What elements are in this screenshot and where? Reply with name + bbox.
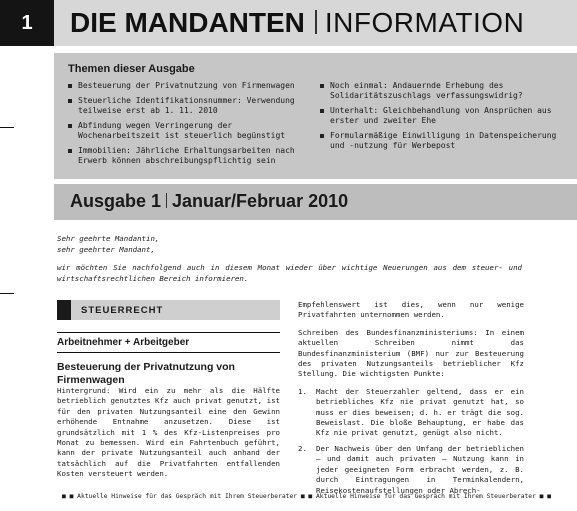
issue-number: 1 bbox=[21, 11, 33, 34]
section-header bbox=[57, 300, 280, 320]
right-column bbox=[298, 300, 524, 501]
issue-number-badge bbox=[0, 0, 54, 46]
page-footer: ■ ■ Aktuelle Hinweise für das Gespräch mit Ihrem Steuerberater ■ ■ Aktuelle Hinweise für das Gespräch mit Ihrem Steuerberater ■ ■ bbox=[62, 493, 552, 500]
section-label: STEUERRECHT bbox=[81, 305, 164, 316]
article-title: Besteuerung der Privatnutzung von Firmenwagen bbox=[57, 361, 235, 386]
salutation bbox=[57, 234, 159, 255]
list-text: Macht der Steuerzahler geltend, dass er ein betriebliches Kfz nie privat genutzt hat, so muss er dies beweisen; d. h. er trägt die sog. Beweislast. Die bloße Behauptung, er habe das Kfz nie privat genutzt, genügt also nicht. bbox=[316, 386, 524, 438]
article-paragraph: Empfehlenswert ist dies, wenn nur wenige Privatfahrten unternommen werden. bbox=[298, 300, 524, 320]
newsletter-title bbox=[70, 7, 524, 39]
list-item bbox=[298, 444, 524, 496]
margin-tick bbox=[0, 127, 14, 128]
themes-list-left bbox=[68, 81, 303, 171]
themes-list-right bbox=[320, 81, 570, 156]
edition-period: Januar/Februar 2010 bbox=[172, 191, 349, 211]
edition-label: Ausgabe 1 bbox=[70, 191, 162, 211]
list-number: 2. bbox=[298, 443, 307, 453]
theme-item[interactable]: Abfindung wegen Verringerung der Wochenarbeitszeit ist steuerlich begünstigt bbox=[68, 121, 303, 141]
theme-item[interactable]: Immobilien: Jährliche Erhaltungsarbeiten nach Erwerb können abschreibungspflichtig sein bbox=[68, 146, 303, 166]
title-separator bbox=[315, 10, 317, 34]
theme-item[interactable]: Steuerliche Identifikationsnummer: Verwendung teilweise erst ab 1. 11. 2010 bbox=[68, 96, 303, 116]
section-marker bbox=[57, 300, 71, 320]
theme-item[interactable]: Noch einmal: Andauernde Erhebung des Solidaritätszuschlags verfassungswidrig? bbox=[320, 81, 570, 101]
theme-item[interactable]: Unterhalt: Gleichbehandlung von Ansprüchen aus erster und zweiter Ehe bbox=[320, 106, 570, 126]
title-light: INFORMATION bbox=[324, 7, 525, 38]
list-number: 1. bbox=[298, 386, 307, 396]
intro-paragraph: wir möchten Sie nachfolgend auch in diesem Monat wieder über wichtige Neuerungen aus dem steuer- und wirtschaftsrechtlichen Bereich informieren. bbox=[57, 263, 522, 283]
edition-title bbox=[70, 191, 348, 212]
salutation-line: sehr geehrter Mandant, bbox=[57, 244, 155, 254]
list-text: Der Nachweis über den Umfang der betrieblichen – und damit auch privaten – Nutzung kann in jeder geeigneten Form erbracht werden, z. B. durch Eintragungen in Terminkalendern, Reisekostenaufstellungen oder Abrech- bbox=[316, 443, 524, 495]
edition-separator bbox=[166, 193, 167, 208]
list-item bbox=[298, 387, 524, 439]
themes-box bbox=[54, 53, 577, 179]
theme-item[interactable]: Besteuerung der Privatnutzung von Firmenwagen bbox=[68, 81, 303, 91]
subsection-heading: Arbeitnehmer + Arbeitgeber bbox=[57, 337, 190, 348]
salutation-line: Sehr geehrte Mandantin, bbox=[57, 234, 160, 243]
theme-item[interactable]: Formularmäßige Einwilligung in Datenspeicherung und -nutzung für Werbepost bbox=[320, 131, 570, 151]
title-bold: DIE MANDANTEN bbox=[70, 7, 305, 38]
article-paragraph: Schreiben des Bundesfinanzministeriums: In einem aktuellen Schreiben nimmt das Bundesfinanzministerium (BMF) nur zur Besteuerung des privaten Nutzungsanteils betrieblicher Kfz Stellung. Die wichtigsten Punkte: bbox=[298, 327, 524, 379]
themes-heading: Themen dieser Ausgabe bbox=[68, 63, 195, 75]
left-column bbox=[57, 300, 280, 480]
article-paragraph: Hintergrund: Wird ein zu mehr als die Hälfte betrieblich genutztes Kfz auch privat genutzt, ist für den privaten Nutzungsanteil eine den Gewinn erhöhende Entnahme anzusetzen. Diese ist grundsätzlich mit 1 % des Kfz-Listenpreises pro Monat zu bemessen. Wird ein Fahrtenbuch geführt, kann der private Nutzungsanteil auch anhand der tatsächlich auf die Privatfahrten entfallenden Kosten versteuert werden. bbox=[57, 386, 280, 479]
margin-tick bbox=[0, 293, 14, 294]
divider bbox=[57, 352, 280, 353]
key-points-list bbox=[298, 387, 524, 496]
